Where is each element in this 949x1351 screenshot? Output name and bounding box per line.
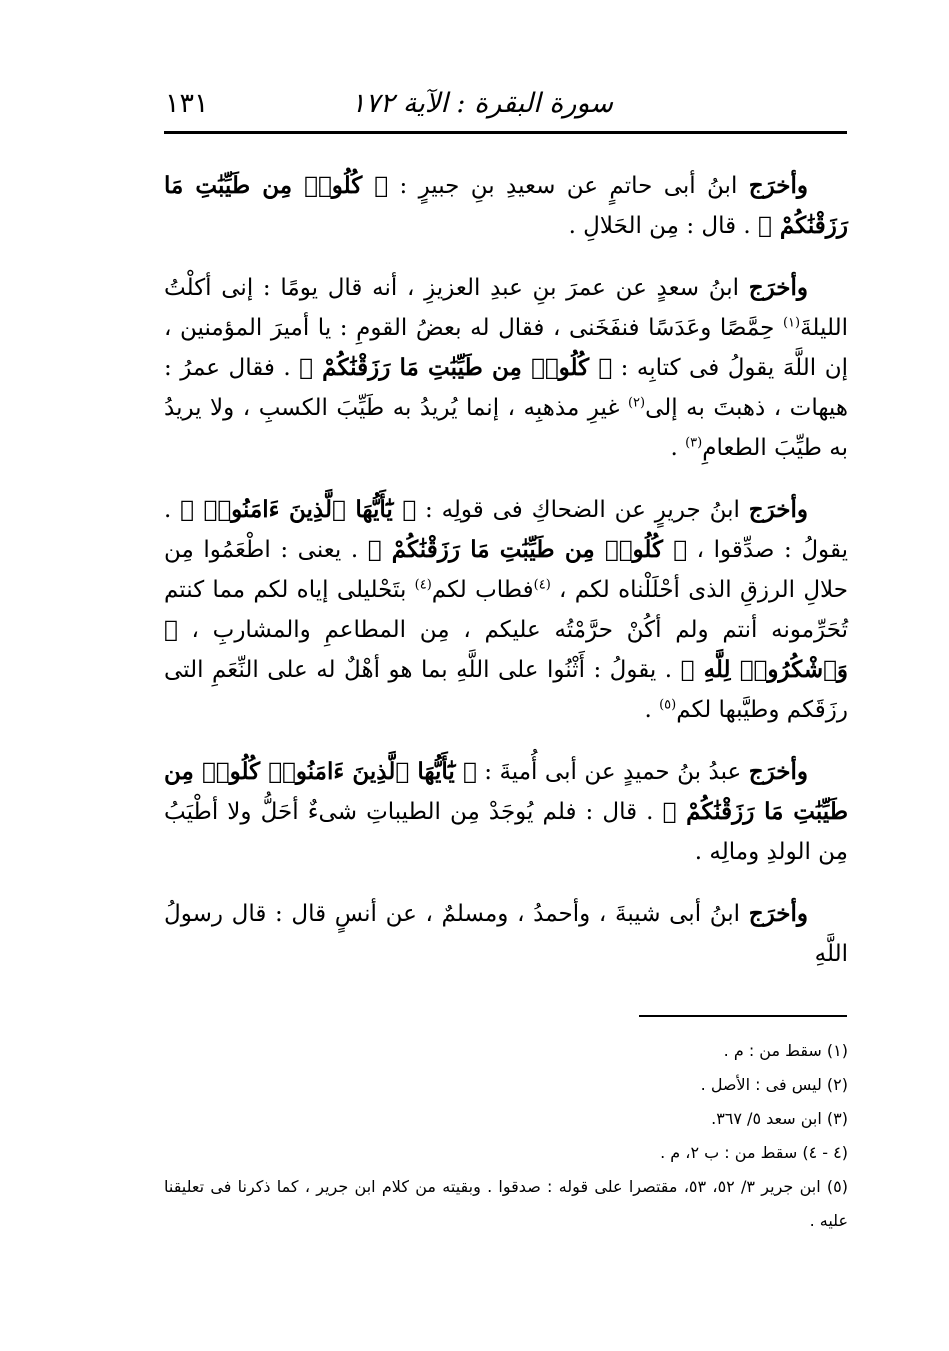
paragraph-1 [164,166,848,246]
paragraph-text: ابنُ سعدٍ عن عمرَ بنِ عبدِ العزيزِ ، أنه قال يومًا : إنى أكلْتُ الليلةَ [164,275,848,341]
footnote-marker: (٣) [685,435,703,451]
paragraph-text: . فقال عمرُ : هيهات ، ذهبتَ به إلى [164,355,848,421]
paragraph-text: فطاب لكم [431,577,534,603]
paragraph-text: بتَحْليلى إياه لكم مما كنتم تُحَرِّمونه أنتم ولم أكُنْ حرَّمْتُه عليكم ، مِن المطاعمِ والمشاربِ ، [164,577,848,643]
paragraph-text: حِمَّصًا وعَدَسًا فنفَخَنى ، فقال له بعضُ القومِ : يا أميرَ المؤمنين ، إن اللَّهَ يقولُ فى كتابِه : [164,315,848,381]
paragraph-3 [164,490,848,730]
footnote-marker: (٤) [414,577,432,593]
paragraph-lead: وأخرَج [748,496,808,523]
paragraph-text: غيرِ مذهبِه ، إنما يُريدُ به طَيِّبَ الكسبِ ، ولا يريدُ به طيِّبَ الطعامِ [164,395,848,461]
paragraph-text: . يقولُ : صدِّقوا ، [164,497,848,563]
main-text [164,166,848,996]
footnote-rule [639,1015,847,1017]
running-title: سورة البقرة : الآية ١٧٢ [350,88,613,119]
quran-quote: ﴿ كُلُوا۟ مِن طَيِّبَٰتِ مَا رَزَقْنَٰكُمْ ﴾ [367,536,688,563]
footnote-marker: (٤) [533,577,551,593]
quran-quote: ﴿ كُلُوا۟ مِن طَيِّبَٰتِ مَا رَزَقْنَٰكُمْ ﴾ [164,172,848,239]
footnote-5: (٥) ابن جرير ٣/ ٥٢، ٥٣، مقتصرا على قوله : صدقوا . وبقيته من كلام ابن جرير ، كما ذكرنا فى تعليقنا عليه . [164,1177,849,1230]
paragraph-text: . يعنى : اطْعَمُوا مِن حلالِ الرزقِ الذى أحْلَلْناه لكم ، [164,537,848,603]
footnote-marker: (٥) [659,697,677,713]
paragraph-lead: وأخرَج [748,172,808,199]
header-rule [164,131,847,134]
paragraph-4 [164,752,848,872]
footnote-marker: (٢) [627,395,646,411]
footnote-4: (٤ - ٤) سقط من : ب ٢، م . [660,1143,848,1162]
footnote-1: (١) سقط من : م . [723,1041,848,1060]
paragraph-text: . قال : مِن الحَلالِ . [568,213,759,239]
quran-quote: ﴿ يَٰٓأَيُّهَا ٱلَّذِينَ ءَامَنُوا۟ ﴾ [180,496,417,523]
page-number: ١٣١ [165,88,209,119]
paragraph-5 [164,894,848,974]
paragraph-text: ابنُ أبى حاتمٍ عن سعيدِ بنِ جبيرٍ : [388,173,749,199]
footnote-3: (٣) ابن سعد ٥/ ٣٦٧. [711,1109,848,1128]
paragraph-text: ابنُ أبى شيبةَ ، وأحمدُ ، ومسلمٌ ، عن أنسٍ قال : قال رسولُ اللَّهِ [164,901,848,967]
paragraph-text: ابنُ جريرٍ عن الضحاكِ فى قولِه : [416,497,749,523]
footnote-marker: (١) [782,315,801,331]
paragraph-text: . [644,697,660,723]
paragraph-lead: وأخرَج [748,274,808,301]
quran-quote: ﴿ يَٰٓأَيُّهَا ٱلَّذِينَ ءَامَنُوا۟ كُلُوا۟ مِن طَيِّبَٰتِ مَا رَزَقْنَٰكُمْ ﴾ [164,758,849,825]
paragraph-2 [164,268,848,468]
footnotes [164,1034,848,1238]
paragraph-text: . [670,435,686,461]
quran-quote: ﴿ وَٱشْكُرُوا۟ لِلَّهِ ﴾ [164,616,848,683]
paragraph-lead: وأخرَج [748,758,808,785]
paragraph-lead: وأخرَج [748,900,808,927]
paragraph-text: عبدُ بنُ حميدٍ عن أبى أُميةَ : [476,759,749,785]
footnote-2: (٢) ليس فى : الأصل . [700,1075,848,1094]
paragraph-text: . قال : فلم يُوجَدْ مِن الطيباتِ شىءٌ أحَلُّ ولا أطْيَبُ مِن الولدِ ومالِه . [164,799,848,865]
quran-quote: ﴿ كُلُوا۟ مِن طَيِّبَٰتِ مَا رَزَقْنَٰكُمْ ﴾ [299,354,613,381]
page-header [165,80,845,124]
paragraph-text: . يقولُ : أَثْنُوا على اللَّهِ بما هو أهْلٌ له على النِّعَمِ التى رزَقَكم وطيَّبها لكم [164,657,848,723]
